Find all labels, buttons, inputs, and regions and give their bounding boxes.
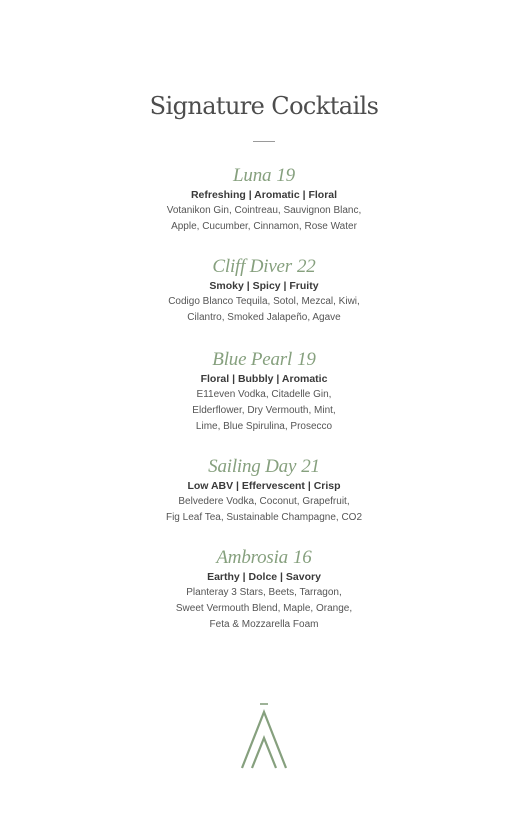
page-title: Signature Cocktails xyxy=(149,92,379,120)
item-ingredients-line: Votanikon Gin, Cointreau, Sauvignon Blanc, xyxy=(166,205,362,216)
item-name xyxy=(0,547,528,569)
item-name-text: Sailing Day xyxy=(208,456,297,477)
item-ingredients-line: Planteray 3 Stars, Beets, Tarragon, xyxy=(186,587,342,598)
item-price: 19 xyxy=(297,349,316,370)
item-price: 19 xyxy=(276,165,295,186)
item-price: 16 xyxy=(292,547,312,568)
item-ingredients-line: Apple, Cucumber, Cinnamon, Rose Water xyxy=(171,221,357,232)
item-ingredients-line: Cilantro, Smoked Jalapeño, Agave xyxy=(187,312,341,323)
item-price: 21 xyxy=(301,456,320,477)
menu-item-ambrosia xyxy=(0,547,528,633)
item-ingredients-line: Feta & Mozzarella Foam xyxy=(209,619,319,630)
title-divider xyxy=(253,141,275,142)
item-tags: Low ABV | Effervescent | Crisp xyxy=(187,480,341,492)
item-ingredients-line: Sweet Vermouth Blend, Maple, Orange, xyxy=(175,603,353,614)
item-tags: Refreshing | Aromatic | Floral xyxy=(190,189,338,201)
menu-item-luna xyxy=(0,165,528,235)
a-monogram-logo-icon xyxy=(241,700,287,770)
item-tags: Floral | Bubbly | Aromatic xyxy=(200,373,328,385)
item-name xyxy=(0,256,528,278)
item-name-text: Blue Pearl xyxy=(212,349,293,370)
item-name xyxy=(0,165,528,187)
item-ingredients-line: Belvedere Vodka, Coconut, Grapefruit, xyxy=(178,496,350,507)
item-ingredients-line: Elderflower, Dry Vermouth, Mint, xyxy=(192,405,336,416)
item-name-text: Luna xyxy=(233,165,272,186)
item-name xyxy=(0,349,528,371)
item-name-text: Cliff Diver xyxy=(212,256,292,277)
item-ingredients-line: Lime, Blue Spirulina, Prosecco xyxy=(195,421,333,432)
menu-item-blue-pearl xyxy=(0,349,528,435)
item-name-text: Ambrosia xyxy=(216,547,288,568)
item-ingredients-line: Codigo Blanco Tequila, Sotol, Mezcal, Kiwi, xyxy=(168,296,360,307)
item-tags: Earthy | Dolce | Savory xyxy=(207,571,321,583)
item-name xyxy=(0,456,528,478)
item-price: 22 xyxy=(297,256,316,277)
item-tags: Smoky | Spicy | Fruity xyxy=(209,280,319,292)
menu-item-sailing-day xyxy=(0,456,528,526)
item-ingredients-line: Fig Leaf Tea, Sustainable Champagne, CO2 xyxy=(165,512,363,523)
menu-item-cliff-diver xyxy=(0,256,528,326)
item-ingredients-line: E11even Vodka, Citadelle Gin, xyxy=(196,389,332,400)
